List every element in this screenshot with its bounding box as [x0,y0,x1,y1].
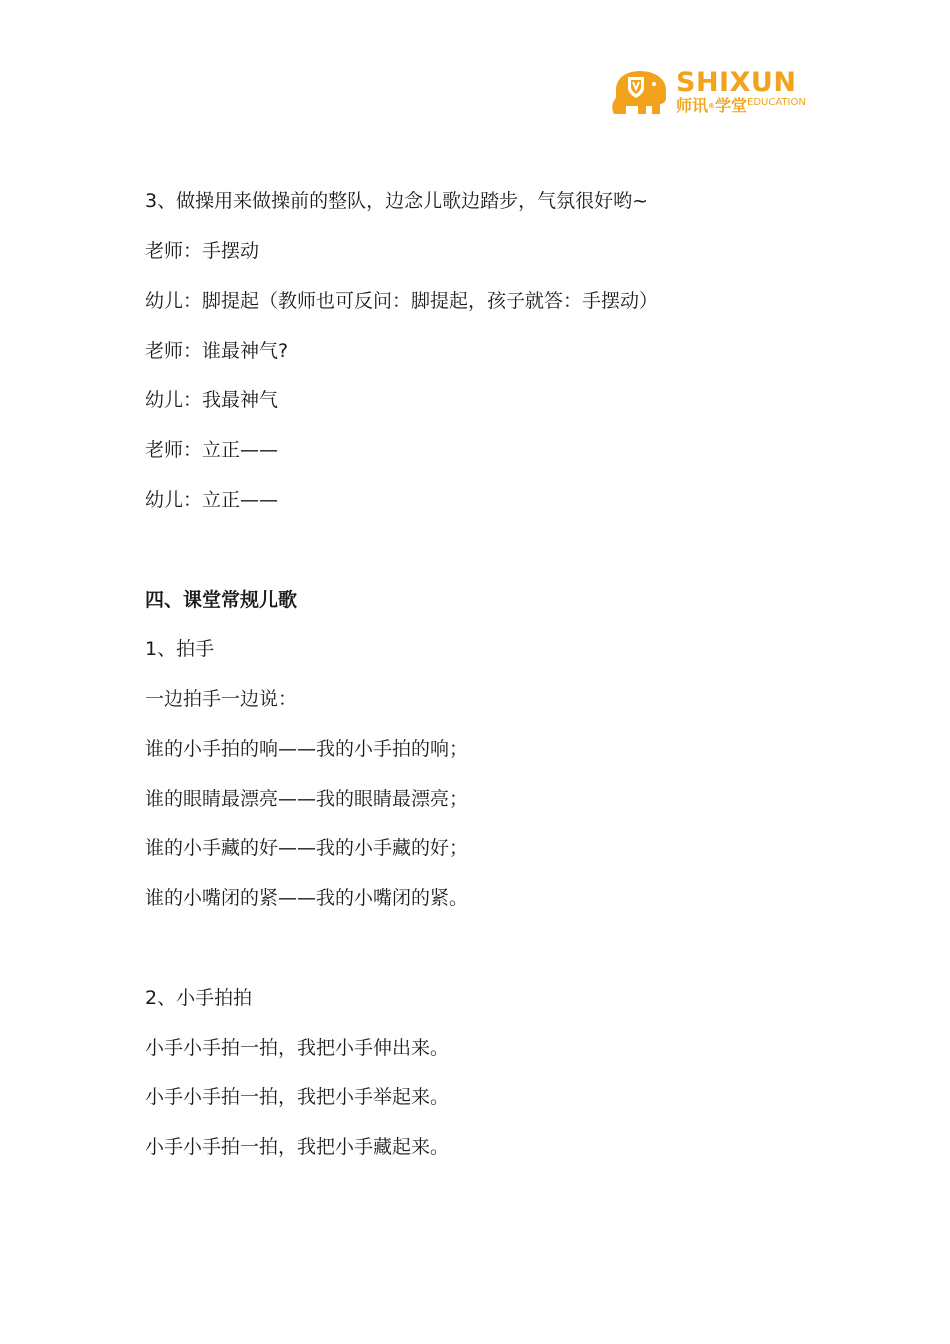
paragraph-line: 幼儿：立正—— [145,489,279,511]
paragraph-line: 小手小手拍一拍，我把小手藏起来。 [145,1136,450,1158]
paragraph-line: 一边拍手一边说： [145,688,298,710]
elephant-logo-icon [610,68,672,116]
paragraph-line: 幼儿：脚提起（教师也可反问：脚提起，孩子就答：手摆动） [145,290,659,312]
paragraph-line: 幼儿：我最神气 [145,389,279,411]
section-heading: 四、课堂常规儿歌 [145,589,298,611]
paragraph-line: 谁的小手拍的响——我的小手拍的响； [145,738,469,760]
logo-brand-text: SHIXUN [676,67,797,98]
subsection-title: 1、拍手 [145,638,215,660]
paragraph-line: 老师：谁最神气? [145,340,289,362]
paragraph-line: 3、做操用来做操前的整队，边念儿歌边踏步，气氛很好哟~ [145,190,649,212]
paragraph-line: 谁的眼睛最漂亮——我的眼睛最漂亮； [145,788,469,810]
paragraph-line: 谁的小手藏的好——我的小手藏的好； [145,837,469,859]
paragraph-line: 小手小手拍一拍，我把小手伸出来。 [145,1037,450,1059]
paragraph-line: 老师：立正—— [145,439,279,461]
paragraph-line: 谁的小嘴闭的紧——我的小嘴闭的紧。 [145,887,469,909]
subsection-title: 2、小手拍拍 [145,987,253,1009]
paragraph-line: 小手小手拍一拍，我把小手举起来。 [145,1086,450,1108]
paragraph-line: 老师：手摆动 [145,240,260,262]
logo-education-text: EDUCATION [747,97,806,108]
logo-chinese-text: 师讯®学堂 [676,96,748,115]
shixun-logo [610,68,810,118]
